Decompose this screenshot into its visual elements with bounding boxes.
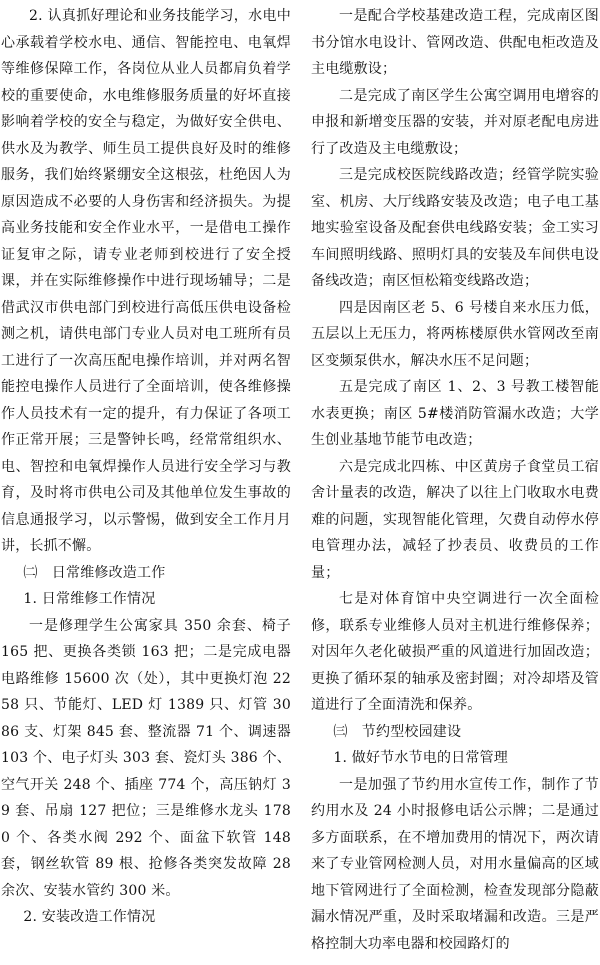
paragraph-item-2: 二是完成了南区学生公寓空调用电增容的申报和新增变压器的安装，并对原老配电房进行了改造及主电缆敷设；: [311, 87, 599, 157]
paragraph-item-5: 五是完成了南区 1、2、3 号教工楼智能水表更换；南区 5#楼消防管漏水改造；大学生创业基地节能节电改造；: [311, 379, 599, 448]
paragraph-item-1: 一是配合学校基建改造工程，完成南区图书分馆水电设计、管网改造、供配电柜改造及主电缆敷设；: [311, 8, 599, 77]
subheading-daily-repair: 1. 日常维修工作情况: [23, 591, 156, 607]
right-column: [311, 3, 599, 957]
paragraph-item-6: 六是完成北四栋、中区黄房子食堂员工宿舍计量表的改造，解决了以往上门收取水电费难的问题，实现智能化管理，欠费自动停水停电管理办法，减轻了抄表员、收费员的工作量；: [311, 458, 599, 581]
paragraph-skills-training: 2. 认真抓好理论和业务技能学习，水电中心承载着学校水电、通信、智能控电、电氧焊等维修保障工作，各岗位从业人员都肩负着学校的重要使命，水电维修服务质量的好坏直接影响着学校的安全与稳定，为做好安全供电、供水及为教学、师生员工提供良好及时的维修服务，我们始终紧绷安全这根弦，杜绝因人为原因造成不必要的人身伤害和经济损失。为提高业务技能和安全作业水平，一是借电工操作证复审之际，请专业老师到校进行了安全授课，并在实际维修操作中进行现场辅导；二是借武汉市供电部门到校进行高低压供电设备检测之机，请供电部门专业人员对电工班所有员工进行了一次高压配电操作培训，并对两名智能控电操作人员进行了全面培训，使各维修操作人员技术有一定的提升，有力保证了各项工作正常开展；三是警钟长鸣，经常常组织水、电、智控和电氧焊操作人员进行安全学习与教育，及时将市供电公司及其他单位发生事故的信息通报学习，以示警惕，做到安全工作月月讲，长抓不懈。: [1, 8, 291, 554]
section-heading-daily-maintenance: ㈡ 日常维修改造工作: [23, 564, 166, 581]
paragraph-item-4: 四是因南区老 5、6 号楼自来水压力低，五层以上无压力，将两栋楼原供水管网改至南区变频泵供水，解决水压不足问题；: [311, 299, 599, 369]
section-heading-saving-campus: ㈢ 节约型校园建设: [333, 723, 462, 740]
paragraph-item-3: 三是完成校医院线路改造；经管学院实验室、机房、大厅线路安装及改造；电子电工基地实验室设备及配套供电线路安装；金工实习车间照明线路、照明灯具的安装及车间供电设备线改造；南区恒松箱变线路改造；: [311, 167, 599, 289]
subheading-water-power-saving: 1. 做好节水节电的日常管理: [333, 750, 508, 766]
subheading-installation: 2. 安装改造工作情况: [23, 909, 156, 925]
paragraph-item-7: 七是对体育馆中央空调进行一次全面检修，联系专业维修人员对主机进行维修保养；对因年久老化破损严重的风道进行加固改造；更换了循环泵的轴承及密封圈；对冷却塔及管道进行了全面清洗和保养。: [311, 591, 599, 713]
paragraph-daily-repair: 一是修理学生公寓家具 350 余套、椅子 165 把、更换各类锁 163 把；二是完成电器电路维修 15600 次（处），其中更换灯泡 2258 只、节能灯、LED 灯 1389 只、灯管 3086 支、灯架 845 套、整流器 71 个、调速器 103 个、电子灯头 303 套、瓷灯头 386 个、空气开关 248 个、插座 774 个，高压钠灯 39 套、吊扇 127 把位；三是维修水龙头 1780 个、各类水阀 292 个、面盆下软管 148 套，钢丝软管 89 根、抢修各类突发故障 28 余次、安装水管约 300 米。: [1, 617, 291, 899]
paragraph-saving-measures: 一是加强了节约用水宣传工作，制作了节约用水及 24 小时报修电话公示牌；二是通过多方面联系，在不增加费用的情况下，两次请来了专业管网检测人员，对用水量偏高的区域地下管网进行了全面检测，检查发现部分隐蔽漏水情况严重，及时采取堵漏和改造。三是严格控制大功率电器和校园路灯的: [311, 776, 599, 952]
left-column: [1, 3, 291, 931]
